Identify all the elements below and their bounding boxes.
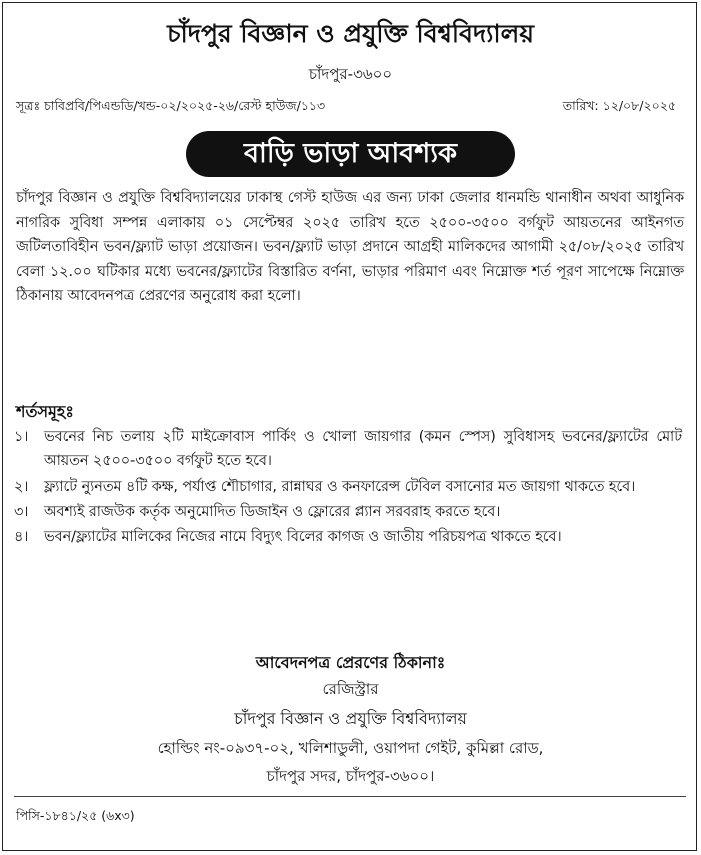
- org-title: চাঁদপুর বিজ্ঞান ও প্রযুক্তি বিশ্ববিদ্যালয়: [167, 19, 534, 48]
- condition-number: ৩।: [14, 503, 29, 520]
- condition-item: [14, 525, 682, 549]
- condition-item: [14, 500, 682, 524]
- footer-code: পিসি-১৮৪১/২৫ (৬x৩): [16, 808, 135, 823]
- condition-text: ফ্ল্যাটে ন্যুনতম ৪টি কক্ষ, পর্যাপ্ত শৌচাগার, রান্নাঘর ও কনফারেন্স টেবিল বসানোর মত জায়গা থাকতে হবে।: [44, 478, 636, 495]
- org-city: চাঁদপুর-৩৬০০: [308, 65, 393, 83]
- notice-body-paragraph: চাঁদপুর বিজ্ঞান ও প্রযুক্তি বিশ্ববিদ্যালয়ের ঢাকাস্থ গেস্ট হাউজ এর জন্য ঢাকা জেলার ধানমন্ডি থানাধীন অথবা আধুনিক নাগরিক সুবিধা সম্পন্ন এলাকায় ০১ সেপ্টেম্বর ২০২৫ তারিখ হতে ২৫০০-৩৫০০ বর্গফুট আয়তনের আইনগত জটিলতাবিহীন ভবন/ফ্ল্যাট ভাড়া প্রয়োজন। ভবন/ফ্ল্যাট ভাড়া প্রদানে আগ্রহী মালিকদের আগামী ২৫/০৮/২০২৫ তারিখ বেলা ১২.০০ ঘটিকার মধ্যে ভবনের/ফ্ল্যাটের বিস্তারিত বর্ণনা, ভাড়ার পরিমাণ এবং নিম্নোক্ত শর্ত পূরণ সাপেক্ষে নিম্নোক্ত ঠিকানায় আবেদনপত্র প্রেরণের অনুরোধ করা হলো।: [16, 190, 684, 305]
- notice-title-banner: বাড়ি ভাড়া আবশ্যক: [186, 131, 515, 177]
- condition-item: [14, 425, 682, 474]
- address-recipient: রেজিস্ট্রার: [322, 680, 379, 698]
- condition-number: ১।: [14, 429, 29, 445]
- condition-item: [14, 475, 682, 499]
- memo-reference: সূত্রঃ চাবিপ্রবি/পিএন্ডডি/খন্ড-০২/২০২৫-২৬/রেস্ট হাউজ/১১৩: [16, 98, 326, 113]
- condition-number: ৪।: [14, 529, 29, 546]
- condition-text: অবশ্যই রাজউক কর্তৃক অনুমোদিত ডিজাইন ও ফ্লোরের প্ল্যান সরবরাহ করতে হবে।: [44, 503, 501, 520]
- address-street: হোল্ডিং নং-০৯৩৭-০২, খলিশাডুলী, ওয়াপদা গেইট, কুমিল্লা রোড,: [157, 739, 544, 757]
- notice-date: তারিখ: ১২/০৮/২০২৫: [562, 98, 676, 113]
- conditions-list: [14, 425, 682, 550]
- address-heading: আবেদনপত্র প্রেরণের ঠিকানাঃ: [255, 653, 446, 672]
- reference-row: [16, 98, 676, 118]
- address-org: চাঁদপুর বিজ্ঞান ও প্রযুক্তি বিশ্ববিদ্যালয়: [234, 709, 467, 728]
- condition-text: ভবন/ফ্ল্যাটের মালিকের নিজের নামে বিদ্যুৎ বিলের কাগজ ও জাতীয় পরিচয়পত্র থাকতে হবে।: [44, 529, 562, 546]
- condition-text: ভবনের নিচ তলায় ২টি মাইক্রোবাস পার্কিং ও খোলা জায়গার (কমন স্পেস) সুবিধাসহ ভবনের/ফ্ল্যাটের মোট আয়তন ২৫০০-৩৫০০ বর্গফুট হতে হবে।: [44, 429, 682, 470]
- address-city: চাঁদপুর সদর, চাঁদপুর-৩৬০০।: [266, 767, 435, 785]
- conditions-heading: শর্তসমূহঃ: [16, 402, 74, 421]
- footer-divider: [14, 796, 686, 797]
- condition-number: ২।: [14, 478, 29, 495]
